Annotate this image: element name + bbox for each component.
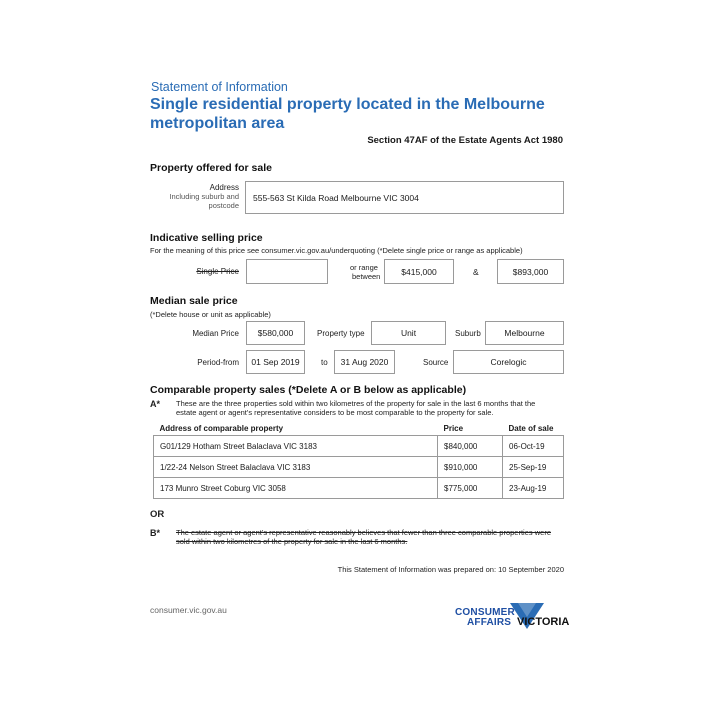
- document-title-line1: Single residential property located in the Melbourne: [150, 96, 545, 113]
- consumer-affairs-victoria-logo: [455, 603, 570, 633]
- property-section-title: Property offered for sale: [150, 162, 272, 174]
- row-price: $775,000: [438, 478, 503, 499]
- property-type-value: Unit: [400, 328, 417, 338]
- table-row: [154, 478, 564, 499]
- range-low-field: [384, 259, 454, 284]
- single-price-field: [246, 259, 328, 284]
- row-address: 1/22-24 Nelson Street Balaclava VIC 3183: [154, 457, 438, 478]
- source-value: Corelogic: [490, 357, 527, 367]
- suburb-field: [485, 321, 564, 345]
- period-from-value: 01 Sep 2019: [251, 357, 300, 367]
- suburb-label: Suburb: [455, 329, 481, 338]
- option-b-text-2: sold within two kilometres of the property for sale in the last 6 months.: [176, 537, 408, 546]
- single-price-label: Single Price: [196, 267, 239, 276]
- logo-line-affairs: AFFAIRS: [467, 617, 512, 628]
- row-price: $840,000: [438, 436, 503, 457]
- act-reference: Section 47AF of the Estate Agents Act 1980: [367, 135, 563, 146]
- table-header-row: [154, 421, 564, 436]
- period-from-label: Period-from: [197, 358, 239, 367]
- range-label-2: between: [352, 272, 381, 281]
- range-high-field: [497, 259, 564, 284]
- address-label: Address: [209, 183, 239, 192]
- comparable-sales-table: [153, 421, 564, 499]
- period-to-value: 31 Aug 2020: [340, 357, 389, 367]
- period-to-field: [334, 350, 395, 374]
- document-title-line2: metropolitan area: [150, 115, 285, 132]
- option-a-marker: A*: [150, 399, 161, 409]
- suburb-value: Melbourne: [504, 328, 545, 338]
- median-note: (*Delete house or unit as applicable): [150, 310, 271, 319]
- address-sublabel-1: Including suburb and: [169, 192, 239, 201]
- table-row: [154, 457, 564, 478]
- logo-line-consumer: CONSUMER: [455, 607, 515, 618]
- range-label-1: or range: [350, 263, 378, 272]
- address-sublabel-2: postcode: [208, 201, 239, 210]
- table-row: [154, 436, 564, 457]
- logo-victoria: VICTORIA: [517, 616, 570, 628]
- col-price-header: Price: [443, 423, 464, 433]
- range-and: &: [473, 267, 479, 277]
- source-field: [453, 350, 564, 374]
- address-field: [245, 181, 564, 214]
- median-price-field: [246, 321, 305, 345]
- source-label: Source: [423, 358, 449, 367]
- indicative-note: For the meaning of this price see consumer.vic.gov.au/underquoting (*Delete single price or range as applicable): [150, 246, 523, 255]
- or-separator: OR: [150, 509, 165, 520]
- range-high-value: $893,000: [512, 266, 549, 277]
- row-date: 25-Sep-19: [503, 457, 564, 478]
- website-footer[interactable]: consumer.vic.gov.au: [150, 605, 227, 615]
- median-price-label: Median Price: [192, 329, 239, 338]
- address-value: 555-563 St Kilda Road Melbourne VIC 3004: [253, 192, 419, 203]
- period-from-field: [246, 350, 305, 374]
- option-a-text-1: These are the three properties sold within two kilometres of the property for sale in the last 6 months that the: [176, 399, 536, 408]
- property-type-label: Property type: [317, 329, 365, 338]
- option-b-marker: B*: [150, 528, 161, 538]
- option-a-text-2: estate agent or agent's representative considers to be most comparable to the property for sale.: [176, 408, 494, 417]
- median-section-title: Median sale price: [150, 295, 238, 307]
- row-price: $910,000: [438, 457, 503, 478]
- property-type-field: [371, 321, 446, 345]
- row-date: 23-Aug-19: [503, 478, 564, 499]
- col-date-header: Date of sale: [508, 423, 554, 433]
- period-to-label: to: [321, 358, 328, 367]
- indicative-section-title: Indicative selling price: [150, 232, 263, 244]
- median-price-value: $580,000: [257, 328, 294, 338]
- comparable-section-title: Comparable property sales (*Delete A or B below as applicable): [150, 384, 467, 396]
- row-address: G01/129 Hotham Street Balaclava VIC 3183: [154, 436, 438, 457]
- range-low-value: $415,000: [401, 266, 437, 277]
- col-address-header: Address of comparable property: [159, 423, 284, 433]
- option-b-text-1: The estate agent or agent's representative reasonably believes that fewer than three comparable properties were: [176, 528, 551, 537]
- row-date: 06-Oct-19: [503, 436, 564, 457]
- statement-label: Statement of Information: [151, 80, 288, 94]
- prepared-date: This Statement of Information was prepared on: 10 September 2020: [337, 565, 564, 574]
- row-address: 173 Munro Street Coburg VIC 3058: [154, 478, 438, 499]
